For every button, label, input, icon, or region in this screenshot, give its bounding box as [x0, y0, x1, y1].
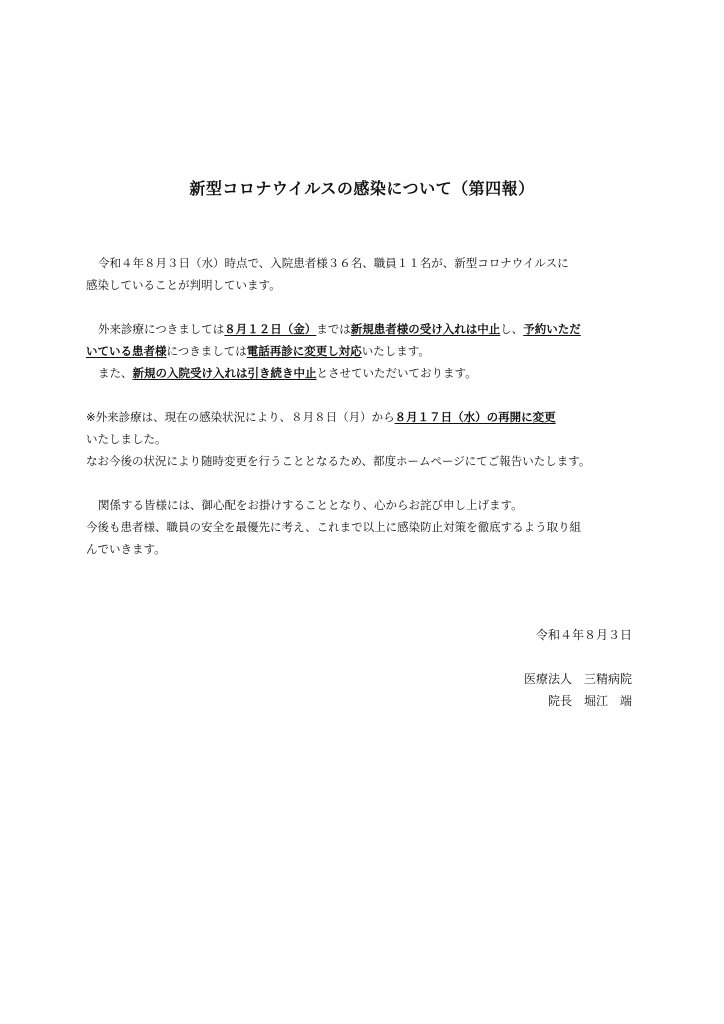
paragraph-apology	[86, 494, 646, 560]
paragraph-line	[86, 406, 646, 428]
highlight-inpatient: 新規の入院受け入れは引き続き中止	[132, 366, 317, 380]
text-segment: また、	[98, 366, 133, 380]
signature-date-block	[392, 624, 632, 646]
highlight-date: ８月１２日（金）	[224, 322, 317, 336]
signature-organization: 医療法人 三精病院	[523, 672, 632, 686]
signature-block	[392, 668, 632, 712]
highlight-new-patients: 新規患者様の受け入れは中止	[350, 322, 501, 336]
text-segment: までは	[316, 322, 351, 336]
text-segment: 外来診療につきましては	[98, 322, 225, 336]
paragraph-line: 関係する皆様には、御心配をお掛けすることとなり、心からお詫び申し上げます。	[98, 498, 523, 512]
paragraph-line: いたしました。	[86, 432, 167, 446]
paragraph-line: 今後も患者様、職員の安全を最優先に考え、これまで以上に感染防止対策を徹底するよう取り組	[86, 520, 582, 534]
signature-director: 院長 堀江 端	[547, 694, 632, 708]
paragraph-line	[86, 340, 646, 362]
text-segment: いたします。	[361, 344, 430, 358]
highlight-reserved-cont: いている患者様	[86, 344, 167, 358]
text-segment: とさせていただいております。	[316, 366, 477, 380]
text-segment: ※外来診療は、現在の感染状況により、８月８日（月）から	[86, 410, 395, 424]
paragraph-line: なお今後の状況により随時変更を行うこととなるため、都度ホームページにてご報告いたします。	[86, 454, 591, 468]
paragraph-line: 感染していることが判明しています。	[86, 278, 281, 292]
paragraph-line: んでいきます。	[86, 542, 166, 556]
paragraph-line: 令和４年８月３日（水）時点で、入院患者様３６名、職員１１名が、新型コロナウイルスに	[98, 256, 569, 270]
paragraph-line	[86, 362, 646, 384]
document-title: 新型コロナウイルスの感染について（第四報）	[189, 179, 535, 198]
highlight-reserved: 予約いただ	[523, 322, 581, 336]
signature-date: 令和４年８月３日	[535, 628, 632, 642]
text-segment: につきましては	[166, 344, 247, 358]
paragraph-status	[86, 252, 646, 296]
highlight-reopen: ８月１７日（水）の再開に変更	[394, 410, 556, 424]
highlight-phone: 電話再診に変更し対応	[246, 344, 362, 358]
paragraph-outpatient	[86, 318, 646, 384]
text-segment: し、	[500, 322, 524, 336]
paragraph-schedule	[86, 406, 646, 472]
paragraph-line	[86, 318, 646, 340]
